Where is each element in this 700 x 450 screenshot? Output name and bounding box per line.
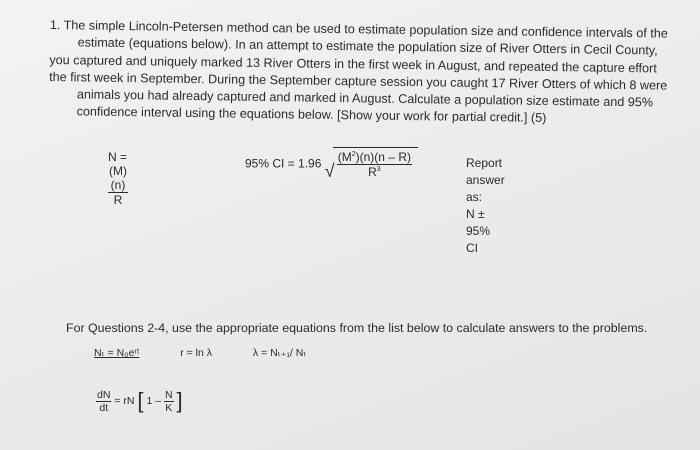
exponential-growth-equation: Nₜ = N₀eʳᵗ: [94, 347, 140, 359]
numerator-part: (M: [337, 150, 352, 164]
confidence-interval-formula: [245, 150, 412, 179]
formula-fraction: [108, 164, 128, 207]
question-1-line: 1. The simple Lincoln-Petersen method can be used to estimate population size and confidence intervals of the: [49, 17, 668, 41]
growth-equations: [94, 347, 344, 359]
fraction-denominator: [337, 165, 412, 179]
formula-lhs: 95% CI = 1.96: [245, 156, 322, 171]
radical-bar: [333, 147, 418, 148]
carrying-capacity-fraction: [164, 389, 174, 414]
derivative-fraction: [96, 389, 111, 414]
question-1-line: confidence interval using the equations below. [Show your work for partial credit.] (5): [76, 104, 547, 126]
square-root: [325, 150, 412, 179]
close-bracket-icon: ]: [176, 388, 183, 413]
report-format: N ± 95% CI: [466, 207, 491, 255]
fraction-numerator: dN: [97, 388, 111, 401]
report-label: Report answer as:: [466, 156, 505, 204]
denominator-exponent: 3: [376, 166, 381, 173]
formula-lhs: N =: [108, 150, 128, 164]
formula-fraction: [337, 150, 412, 179]
question-1-line: animals you had already captured and marked in August. Calculate a population size estimate and 95%: [76, 87, 654, 110]
numerator-exponent: 2: [351, 151, 356, 158]
lambda-equation: λ = Nₜ₊₁/ Nₜ: [252, 347, 307, 359]
denominator-part: R: [368, 165, 377, 179]
fraction-numerator: [337, 150, 412, 165]
questions-2-4-intro: For Questions 2-4, use the appropriate equations from the list below to calculate answers to the problems.: [66, 321, 648, 335]
fraction-denominator: dt: [99, 401, 109, 414]
logistic-rhs: = rN: [114, 394, 135, 407]
question-1-line: estimate (equations below). In an attempt to estimate the population size of River Otters in Cecil County,: [77, 35, 658, 58]
question-1-line: the first week in September. During the September capture session you caught 17 River Otters of which 8 were: [49, 69, 668, 93]
logistic-growth-equation: [96, 388, 183, 414]
numerator-part: )(n)(n – R): [355, 150, 411, 164]
growth-rate-equation: r = ln λ: [180, 347, 212, 359]
radical-sign-icon: √: [324, 161, 335, 181]
question-1-line: you captured and uniquely marked 13 River Otters in the first week in August, and repeated the capture effort: [49, 52, 657, 76]
population-estimate-formula: [108, 150, 128, 207]
question-1: [49, 17, 696, 130]
open-bracket-icon: [: [137, 388, 144, 413]
fraction-numerator: (M)(n): [109, 164, 127, 192]
fraction-numerator: N: [165, 388, 173, 401]
report-instructions: [466, 155, 505, 257]
logistic-one-minus: 1 –: [146, 394, 162, 407]
fraction-denominator: K: [165, 401, 173, 414]
fraction-denominator: R: [113, 193, 123, 207]
